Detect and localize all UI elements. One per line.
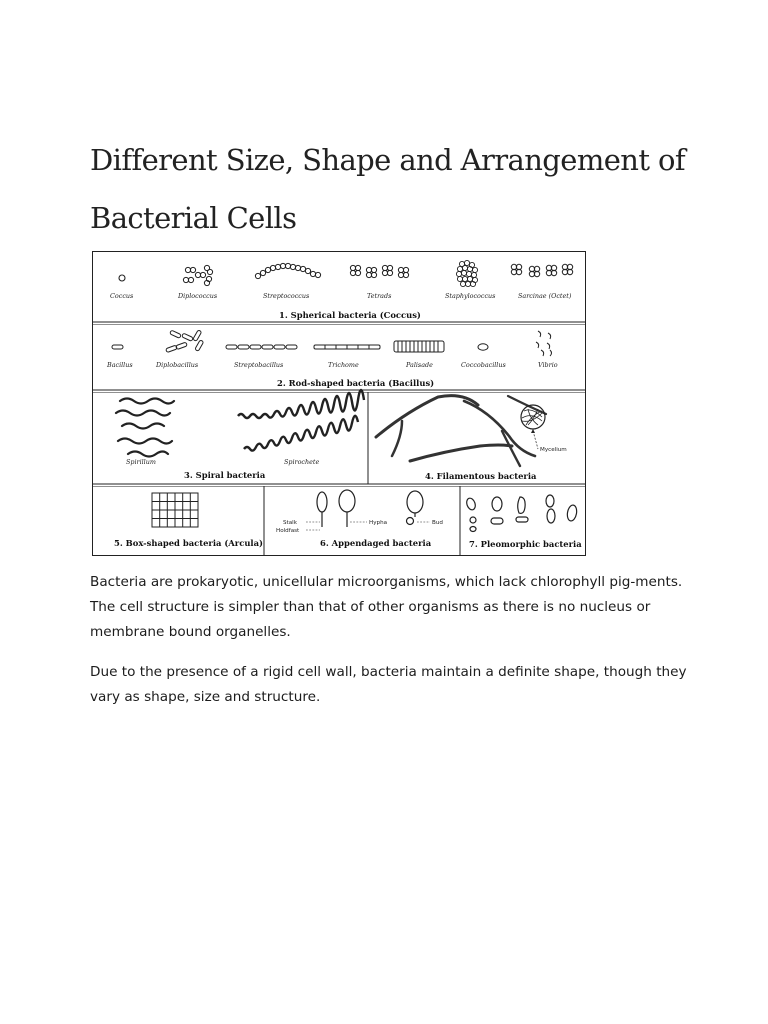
label-holdfast: Holdfast [276, 528, 300, 534]
label-stalk: Stalk [283, 520, 297, 526]
label-bacillus: Bacillus [107, 361, 133, 369]
bacteria-shapes-figure [92, 251, 586, 556]
page-title [90, 131, 730, 247]
label-sarcinae: Sarcinae (Octet) [518, 292, 572, 300]
label-tetrads: Tetrads [367, 292, 392, 300]
label-streptobacillus: Streptobacillus [234, 361, 284, 369]
title-line-1: Different Size, Shape and Arrangement of [90, 143, 686, 177]
label-diplococcus: Diplococcus [178, 292, 218, 300]
label-spirochete: Spirochete [284, 458, 320, 466]
label-coccobacillus: Coccobacillus [461, 361, 506, 369]
paragraph-2: Due to the presence of a rigid cell wall, bacteria maintain a definite shape, though they vary as shape, size and structure. [90, 664, 687, 705]
label-staphylococcus: Staphylococcus [445, 292, 496, 300]
label-streptococcus: Streptococcus [263, 292, 310, 300]
paragraph-1: Bacteria are prokaryotic, unicellular microorganisms, which lack chlorophyll pig-ments. The cell structure is simpler than that of other organisms as there is no nucleus or membrane bound organelles. [90, 574, 683, 640]
title-line-2: Bacterial Cells [90, 201, 297, 235]
caption-spiral: 3. Spiral bacteria [184, 470, 266, 480]
caption-appendaged: 6. Appendaged bacteria [320, 538, 432, 548]
label-bud: Bud [432, 520, 443, 526]
label-trichome: Trichome [328, 361, 359, 369]
label-vibrio: Vibrio [538, 361, 558, 369]
caption-filamentous: 4. Filamentous bacteria [425, 471, 537, 481]
caption-spherical: 1. Spherical bacteria (Coccus) [279, 310, 421, 320]
label-hypha: Hypha [369, 520, 388, 526]
label-spirillum: Spirillum [126, 458, 156, 466]
label-coccus: Coccus [110, 292, 134, 300]
label-mycelium: Mycelium [540, 447, 567, 453]
label-palisade: Palisade [406, 361, 433, 369]
caption-pleomorphic: 7. Pleomorphic bacteria [469, 539, 582, 549]
caption-box-shaped: 5. Box-shaped bacteria (Arcula) [114, 538, 263, 548]
caption-rod-shaped: 2. Rod-shaped bacteria (Bacillus) [277, 378, 435, 388]
label-diplobacillus: Diplobacillus [156, 361, 199, 369]
